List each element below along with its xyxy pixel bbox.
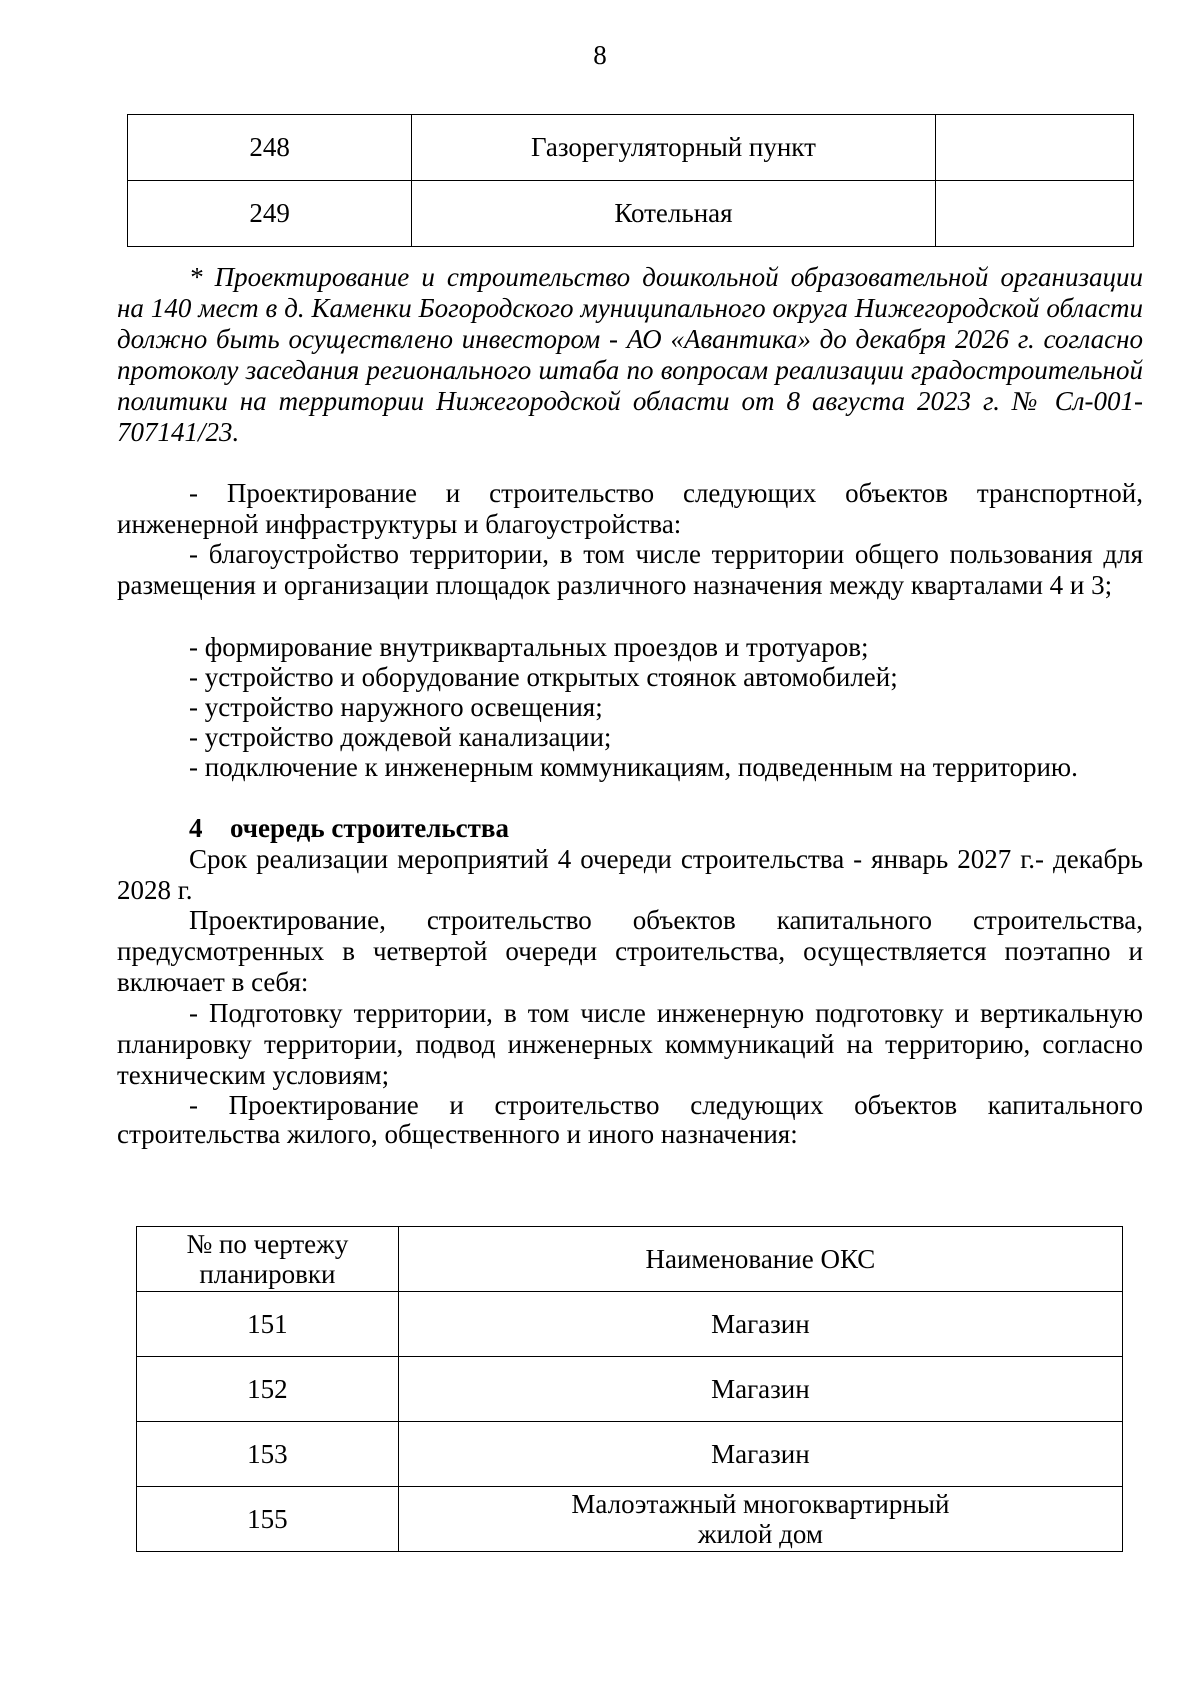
object-number: 153 bbox=[137, 1422, 399, 1487]
object-extra bbox=[935, 115, 1133, 181]
infra-item: - формирование внутриквартальных проездов и тротуаров; bbox=[189, 632, 869, 662]
object-name: Газорегуляторный пункт bbox=[412, 115, 935, 181]
header-name: Наименование ОКС bbox=[398, 1227, 1122, 1292]
object-extra bbox=[935, 181, 1133, 247]
object-name bbox=[398, 1487, 1122, 1552]
object-name: Магазин bbox=[398, 1422, 1122, 1487]
section-title: очередь строительства bbox=[230, 813, 509, 843]
object-number: 248 bbox=[128, 115, 412, 181]
table-row bbox=[137, 1487, 1123, 1552]
table-header-row bbox=[137, 1227, 1123, 1292]
top-table bbox=[127, 114, 1134, 247]
object-number: 155 bbox=[137, 1487, 399, 1552]
object-name: Магазин bbox=[398, 1292, 1122, 1357]
page-number: 8 bbox=[593, 40, 607, 70]
infra-intro: - Проектирование и строительство следующих объектов транспортной, инженерной инфраструктуры и благоустройства: bbox=[117, 478, 1143, 539]
infra-item: - устройство наружного освещения; bbox=[189, 692, 603, 722]
section-heading bbox=[189, 813, 509, 844]
infra-item: - устройство дождевой канализации; bbox=[189, 722, 612, 752]
section-number: 4 bbox=[189, 813, 203, 843]
section-term: Срок реализации мероприятий 4 очереди строительства - январь 2027 г.- декабрь 2028 г. bbox=[117, 844, 1143, 905]
section-objects-line1: - Проектирование и строительство следующих объектов капитального bbox=[189, 1090, 1143, 1120]
section-objects-line2: строительства жилого, общественного и иного назначения: bbox=[117, 1119, 798, 1149]
object-name: Котельная bbox=[412, 181, 935, 247]
objects-table bbox=[136, 1226, 1123, 1552]
table-row bbox=[128, 115, 1134, 181]
header-number-line2: планировки bbox=[199, 1259, 336, 1289]
table-row bbox=[128, 181, 1134, 247]
infra-item: - подключение к инженерным коммуникациям, подведенным на территорию. bbox=[189, 752, 1078, 782]
section-prep: - Подготовку территории, в том числе инженерную подготовку и вертикальную планировку территории, подвод инженерных коммуникаций на территорию, согласно техническим условиям; bbox=[117, 998, 1143, 1090]
table-row bbox=[137, 1292, 1123, 1357]
header-number bbox=[137, 1227, 399, 1292]
section-design: Проектирование, строительство объектов капитального строительства, предусмотренных в четвертой очереди строительства, осуществляется поэтапно и включает в себя: bbox=[117, 905, 1143, 997]
object-name-line1: Малоэтажный многоквартирный bbox=[571, 1489, 950, 1519]
header-number-line1: № по чертежу bbox=[186, 1229, 349, 1259]
object-name-line2: жилой дом bbox=[697, 1519, 823, 1549]
investor-note: * Проектирование и строительство дошкольной образовательной организации на 140 мест в д. Каменки Богородского муниципального округа Нижегородской области должно быть осуществлено инвестором - АО «Авантика» до декабря 2026 г. согласно протоколу заседания регионального штаба по вопросам реализации градостроительной политики на территории Нижегородской области от 8 августа 2023 г. № Сл-001-707141/23. bbox=[117, 262, 1143, 447]
object-name: Магазин bbox=[398, 1357, 1122, 1422]
object-number: 249 bbox=[128, 181, 412, 247]
infra-item: - благоустройство территории, в том числе территории общего пользования для размещения и организации площадок различного назначения между кварталами 4 и 3; bbox=[117, 539, 1143, 600]
table-row bbox=[137, 1357, 1123, 1422]
object-number: 152 bbox=[137, 1357, 399, 1422]
infra-item: - устройство и оборудование открытых стоянок автомобилей; bbox=[189, 662, 898, 692]
table-row bbox=[137, 1422, 1123, 1487]
object-number: 151 bbox=[137, 1292, 399, 1357]
